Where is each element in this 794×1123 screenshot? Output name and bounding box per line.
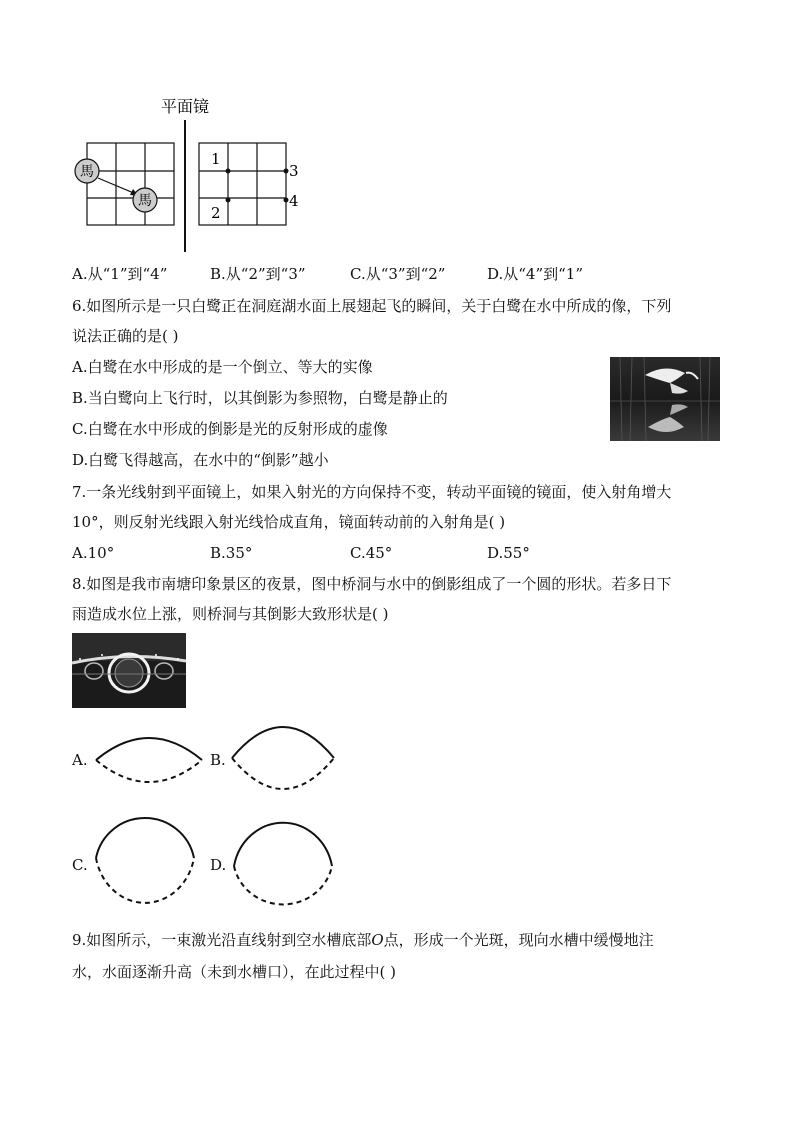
q7-option-c[interactable]: C.45°: [350, 544, 393, 562]
mirror-chess-diagram: [60, 90, 320, 260]
reflection-dashed: [96, 760, 202, 782]
q5-option-d[interactable]: D.从“4”到“1”: [487, 265, 584, 283]
left-grid: [87, 143, 174, 225]
q7-option-d[interactable]: D.55°: [487, 544, 530, 562]
bridge-night-photo: [72, 633, 186, 708]
q9-stem-line2: 水，水面逐渐升高（未到水槽口），在此过程中( ): [72, 963, 396, 981]
q6-stem-line1: 6.如图所示是一只白鹭正在洞庭湖水面上展翅起飞的瞬间，关于白鹭在水中所成的像，下列: [72, 297, 672, 315]
q6-option-d[interactable]: D.白鹭飞得越高，在水中的“倒影”越小: [72, 451, 329, 469]
horse-piece-start-label: 馬: [80, 164, 94, 180]
q7-option-a[interactable]: A.10°: [72, 544, 115, 562]
arch-solid: [232, 727, 334, 758]
arch-solid: [234, 823, 332, 866]
q8-stem-line1: 8.如图是我市南塘印象景区的夜景，图中桥洞与水中的倒影组成了一个圆的形状。若多日下: [72, 575, 672, 593]
q6-stem-line2: 说法正确的是( ): [72, 327, 179, 345]
egret-photo: [610, 357, 720, 441]
q8-stem-line2: 雨造成水位上涨，则桥洞与其倒影大致形状是( ): [72, 605, 389, 623]
q5-option-a[interactable]: A.从“1”到“4”: [72, 265, 168, 283]
point-label-2: 2: [211, 204, 221, 222]
q8-option-d-shape[interactable]: [228, 806, 338, 920]
q5-figure: [60, 90, 320, 260]
q5-option-c[interactable]: C.从“3”到“2”: [350, 265, 446, 283]
q6-option-c[interactable]: C.白鹭在水中形成的倒影是光的反射形成的虚像: [72, 420, 388, 438]
mirror-label: 平面镜: [161, 97, 210, 116]
point-label-4: 4: [289, 192, 299, 210]
q8-option-d-label[interactable]: D.: [210, 856, 227, 874]
point-o-label: O: [371, 931, 384, 949]
reflection-dashed: [96, 858, 194, 903]
reflection-dashed: [232, 758, 334, 789]
q6-option-a[interactable]: A.白鹭在水中形成的是一个倒立、等大的实像: [72, 358, 373, 376]
q8-option-c-label[interactable]: C.: [72, 856, 88, 874]
q8-option-a-label[interactable]: A.: [72, 751, 88, 769]
q7-stem-line2: 10°，则反射光线跟入射光线恰成直角，镜面转动前的入射角是( ): [72, 513, 506, 531]
horse-piece-end-label: 馬: [138, 193, 152, 209]
q5-option-b[interactable]: B.从“2”到“3”: [210, 265, 306, 283]
arch-solid: [96, 738, 202, 760]
q7-stem-line1: 7.一条光线射到平面镜上，如果入射光的方向保持不变，转动平面镜的镜面，使入射角增大: [72, 483, 672, 501]
q7-option-b[interactable]: B.35°: [210, 544, 253, 562]
arch-solid: [96, 818, 194, 858]
q8-option-b-label[interactable]: B.: [210, 751, 226, 769]
q8-option-a-shape[interactable]: [92, 722, 206, 792]
reflection-dashed: [234, 866, 332, 904]
q8-option-c-shape[interactable]: [90, 806, 200, 920]
q6-option-b[interactable]: B.当白鹭向上飞行时，以其倒影为参照物，白鹭是静止的: [72, 389, 448, 407]
q8-option-b-shape[interactable]: [226, 718, 340, 800]
move-arrow: [98, 178, 136, 194]
point-label-3: 3: [289, 162, 299, 180]
point-label-1: 1: [211, 150, 221, 168]
q9-stem-line1: 9.如图所示，一束激光沿直线射到空水槽底部O点，形成一个光斑，现向水槽中缓慢地注: [72, 931, 654, 949]
